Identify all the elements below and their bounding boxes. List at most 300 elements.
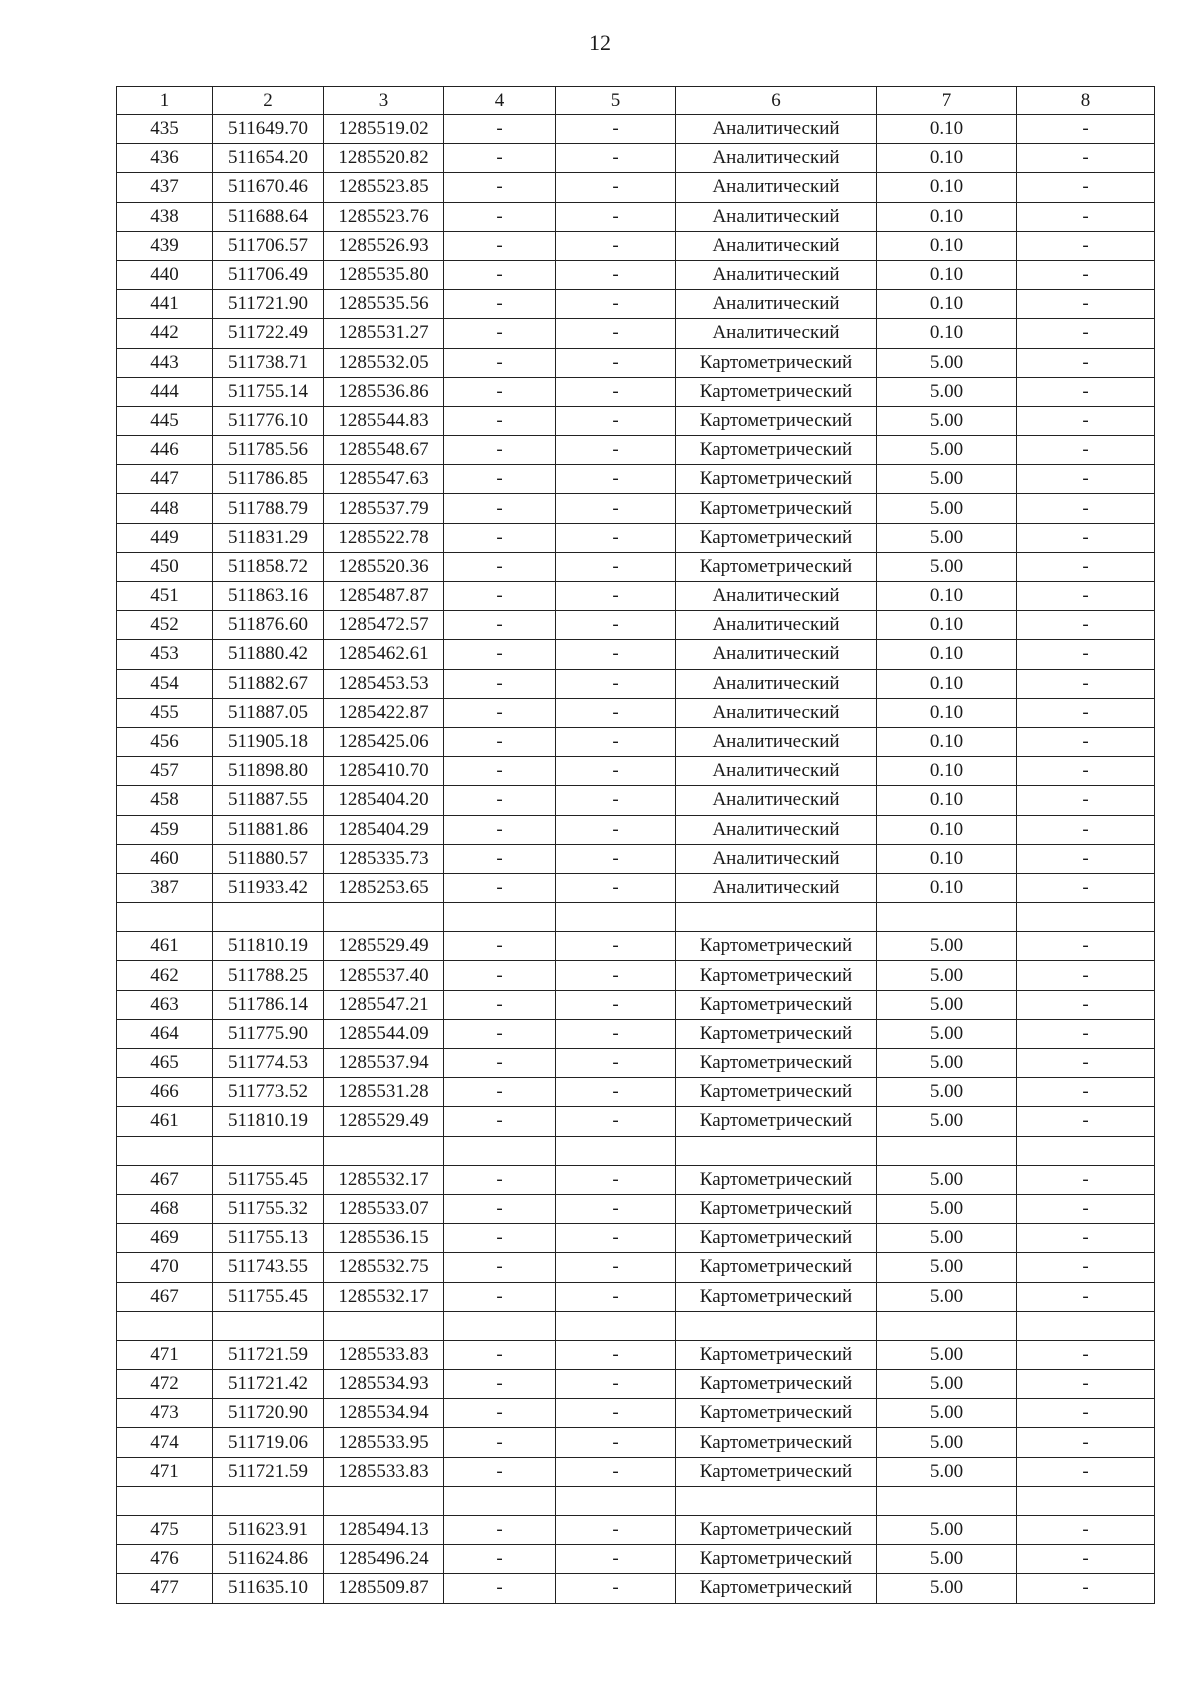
cell-y-coordinate: 1285531.28 — [324, 1078, 444, 1107]
cell-x-coordinate: 511831.29 — [213, 523, 324, 552]
cell-accuracy: 5.00 — [877, 1282, 1017, 1311]
table-row — [117, 1545, 1155, 1574]
cell-x-coordinate: 511933.42 — [213, 873, 324, 902]
cell-col-4: - — [444, 1545, 556, 1574]
cell-point-number: 467 — [117, 1282, 213, 1311]
cell-point-number: 436 — [117, 144, 213, 173]
cell-y-coordinate: 1285472.57 — [324, 611, 444, 640]
cell-col-4: - — [444, 1253, 556, 1282]
cell-col-5: - — [556, 1574, 676, 1603]
cell-col-4: - — [444, 640, 556, 669]
cell-x-coordinate: 511773.52 — [213, 1078, 324, 1107]
table-row — [117, 1457, 1155, 1486]
cell-col-8: - — [1017, 815, 1155, 844]
cell-col-8: - — [1017, 348, 1155, 377]
cell-method: Картометрический — [676, 1340, 877, 1369]
cell-accuracy: 0.10 — [877, 757, 1017, 786]
cell-point-number: 474 — [117, 1428, 213, 1457]
cell-method: Картометрический — [676, 436, 877, 465]
cell-col-4: - — [444, 290, 556, 319]
cell-y-coordinate: 1285532.17 — [324, 1282, 444, 1311]
cell-x-coordinate: 511654.20 — [213, 144, 324, 173]
cell-col-5: - — [556, 698, 676, 727]
cell-accuracy: 5.00 — [877, 932, 1017, 961]
cell-y-coordinate: 1285522.78 — [324, 523, 444, 552]
cell-x-coordinate: 511882.67 — [213, 669, 324, 698]
cell-point-number: 440 — [117, 260, 213, 289]
cell-col-5: - — [556, 1224, 676, 1253]
cell-col-5: - — [556, 961, 676, 990]
cell-col-5: - — [556, 1457, 676, 1486]
cell-col-8: - — [1017, 669, 1155, 698]
cell-col-4: - — [444, 698, 556, 727]
cell-col-5: - — [556, 1340, 676, 1369]
cell-y-coordinate: 1285422.87 — [324, 698, 444, 727]
cell-col-5: - — [556, 406, 676, 435]
cell-accuracy — [877, 1311, 1017, 1340]
cell-accuracy: 0.10 — [877, 260, 1017, 289]
cell-accuracy: 0.10 — [877, 844, 1017, 873]
cell-col-8: - — [1017, 1019, 1155, 1048]
cell-col-4: - — [444, 1019, 556, 1048]
cell-col-4: - — [444, 1282, 556, 1311]
cell-accuracy: 0.10 — [877, 231, 1017, 260]
cell-method: Картометрический — [676, 1049, 877, 1078]
cell-method: Картометрический — [676, 465, 877, 494]
table-row — [117, 669, 1155, 698]
cell-x-coordinate: 511774.53 — [213, 1049, 324, 1078]
cell-col-8: - — [1017, 582, 1155, 611]
cell-x-coordinate: 511755.45 — [213, 1165, 324, 1194]
cell-accuracy: 0.10 — [877, 611, 1017, 640]
cell-col-4 — [444, 903, 556, 932]
cell-method: Картометрический — [676, 1107, 877, 1136]
cell-col-5: - — [556, 1370, 676, 1399]
cell-col-4: - — [444, 757, 556, 786]
cell-point-number: 450 — [117, 552, 213, 581]
cell-col-5: - — [556, 873, 676, 902]
cell-y-coordinate: 1285425.06 — [324, 727, 444, 756]
cell-col-4: - — [444, 582, 556, 611]
table-separator-row — [117, 1311, 1155, 1340]
cell-x-coordinate: 511649.70 — [213, 115, 324, 144]
table-row — [117, 1165, 1155, 1194]
cell-method: Картометрический — [676, 1574, 877, 1603]
coordinates-table — [116, 86, 1155, 1604]
table-row — [117, 727, 1155, 756]
cell-point-number: 464 — [117, 1019, 213, 1048]
cell-point-number: 462 — [117, 961, 213, 990]
cell-col-4: - — [444, 611, 556, 640]
table-row — [117, 582, 1155, 611]
cell-col-8: - — [1017, 844, 1155, 873]
cell-col-5: - — [556, 348, 676, 377]
cell-y-coordinate: 1285526.93 — [324, 231, 444, 260]
cell-accuracy: 0.10 — [877, 115, 1017, 144]
cell-method: Картометрический — [676, 932, 877, 961]
cell-col-4: - — [444, 1165, 556, 1194]
cell-accuracy: 5.00 — [877, 1165, 1017, 1194]
cell-method: Картометрический — [676, 1078, 877, 1107]
cell-accuracy: 0.10 — [877, 202, 1017, 231]
header-col-4: 4 — [444, 87, 556, 115]
header-col-1: 1 — [117, 87, 213, 115]
cell-col-5: - — [556, 1165, 676, 1194]
cell-method: Аналитический — [676, 144, 877, 173]
cell-col-5: - — [556, 144, 676, 173]
cell-y-coordinate: 1285544.83 — [324, 406, 444, 435]
cell-col-4: - — [444, 231, 556, 260]
cell-col-8: - — [1017, 873, 1155, 902]
cell-accuracy: 5.00 — [877, 990, 1017, 1019]
cell-col-5: - — [556, 1253, 676, 1282]
cell-col-8: - — [1017, 1282, 1155, 1311]
cell-accuracy: 0.10 — [877, 290, 1017, 319]
cell-col-4: - — [444, 319, 556, 348]
cell-method: Картометрический — [676, 1224, 877, 1253]
cell-col-4: - — [444, 786, 556, 815]
cell-accuracy: 5.00 — [877, 348, 1017, 377]
cell-accuracy: 0.10 — [877, 669, 1017, 698]
cell-col-4: - — [444, 1574, 556, 1603]
cell-col-5: - — [556, 523, 676, 552]
cell-y-coordinate: 1285523.85 — [324, 173, 444, 202]
cell-method: Картометрический — [676, 1516, 877, 1545]
cell-accuracy: 5.00 — [877, 1253, 1017, 1282]
cell-col-5: - — [556, 115, 676, 144]
cell-col-4: - — [444, 873, 556, 902]
cell-col-4: - — [444, 815, 556, 844]
table-row — [117, 757, 1155, 786]
cell-y-coordinate: 1285537.94 — [324, 1049, 444, 1078]
cell-x-coordinate: 511876.60 — [213, 611, 324, 640]
cell-x-coordinate: 511755.14 — [213, 377, 324, 406]
table-row — [117, 1224, 1155, 1253]
cell-method: Аналитический — [676, 582, 877, 611]
cell-point-number: 468 — [117, 1194, 213, 1223]
cell-point-number: 473 — [117, 1399, 213, 1428]
table-row — [117, 494, 1155, 523]
cell-col-5: - — [556, 552, 676, 581]
cell-method: Аналитический — [676, 727, 877, 756]
cell-col-4 — [444, 1486, 556, 1515]
cell-x-coordinate — [213, 1136, 324, 1165]
header-col-6: 6 — [676, 87, 877, 115]
cell-col-4: - — [444, 844, 556, 873]
cell-accuracy: 5.00 — [877, 1574, 1017, 1603]
cell-y-coordinate: 1285532.17 — [324, 1165, 444, 1194]
cell-point-number: 443 — [117, 348, 213, 377]
cell-x-coordinate: 511887.55 — [213, 786, 324, 815]
cell-accuracy: 5.00 — [877, 1457, 1017, 1486]
table-row — [117, 1078, 1155, 1107]
cell-accuracy: 5.00 — [877, 1340, 1017, 1369]
cell-col-5: - — [556, 377, 676, 406]
cell-col-5: - — [556, 1078, 676, 1107]
table-row — [117, 173, 1155, 202]
cell-col-4: - — [444, 1340, 556, 1369]
cell-y-coordinate: 1285520.36 — [324, 552, 444, 581]
cell-x-coordinate: 511623.91 — [213, 1516, 324, 1545]
cell-col-5: - — [556, 582, 676, 611]
cell-method: Аналитический — [676, 669, 877, 698]
cell-col-8: - — [1017, 1194, 1155, 1223]
cell-accuracy: 5.00 — [877, 1370, 1017, 1399]
cell-point-number: 446 — [117, 436, 213, 465]
table-row — [117, 1253, 1155, 1282]
table-row — [117, 844, 1155, 873]
cell-method: Картометрический — [676, 494, 877, 523]
cell-point-number: 460 — [117, 844, 213, 873]
cell-point-number: 441 — [117, 290, 213, 319]
cell-method: Картометрический — [676, 552, 877, 581]
table-row — [117, 1399, 1155, 1428]
cell-x-coordinate: 511887.05 — [213, 698, 324, 727]
cell-x-coordinate: 511881.86 — [213, 815, 324, 844]
cell-col-4: - — [444, 990, 556, 1019]
cell-y-coordinate: 1285509.87 — [324, 1574, 444, 1603]
cell-col-5: - — [556, 1019, 676, 1048]
cell-point-number: 439 — [117, 231, 213, 260]
cell-point-number: 453 — [117, 640, 213, 669]
cell-point-number — [117, 1486, 213, 1515]
cell-method: Аналитический — [676, 173, 877, 202]
table-row — [117, 523, 1155, 552]
cell-point-number: 449 — [117, 523, 213, 552]
cell-accuracy: 5.00 — [877, 377, 1017, 406]
cell-y-coordinate: 1285547.63 — [324, 465, 444, 494]
cell-col-4: - — [444, 115, 556, 144]
cell-col-8: - — [1017, 1224, 1155, 1253]
table-row — [117, 319, 1155, 348]
cell-x-coordinate: 511810.19 — [213, 932, 324, 961]
cell-x-coordinate: 511858.72 — [213, 552, 324, 581]
table-row — [117, 1428, 1155, 1457]
cell-x-coordinate: 511755.45 — [213, 1282, 324, 1311]
cell-accuracy: 5.00 — [877, 1516, 1017, 1545]
cell-y-coordinate: 1285519.02 — [324, 115, 444, 144]
cell-col-4: - — [444, 1428, 556, 1457]
cell-method: Аналитический — [676, 611, 877, 640]
cell-x-coordinate: 511688.64 — [213, 202, 324, 231]
cell-col-5: - — [556, 727, 676, 756]
cell-point-number: 455 — [117, 698, 213, 727]
cell-col-8: - — [1017, 1516, 1155, 1545]
cell-accuracy: 5.00 — [877, 1224, 1017, 1253]
cell-col-4: - — [444, 1078, 556, 1107]
cell-col-4: - — [444, 523, 556, 552]
cell-point-number: 466 — [117, 1078, 213, 1107]
cell-col-8 — [1017, 1311, 1155, 1340]
cell-x-coordinate: 511755.32 — [213, 1194, 324, 1223]
cell-y-coordinate: 1285537.79 — [324, 494, 444, 523]
table-row — [117, 961, 1155, 990]
cell-x-coordinate: 511635.10 — [213, 1574, 324, 1603]
cell-y-coordinate: 1285547.21 — [324, 990, 444, 1019]
table-row — [117, 1340, 1155, 1369]
cell-col-8: - — [1017, 377, 1155, 406]
cell-col-4: - — [444, 348, 556, 377]
cell-point-number: 448 — [117, 494, 213, 523]
table-row — [117, 1574, 1155, 1603]
cell-point-number: 445 — [117, 406, 213, 435]
cell-x-coordinate: 511721.90 — [213, 290, 324, 319]
table-row — [117, 990, 1155, 1019]
cell-x-coordinate — [213, 1311, 324, 1340]
table-separator-row — [117, 1486, 1155, 1515]
cell-accuracy: 0.10 — [877, 727, 1017, 756]
cell-col-8: - — [1017, 1545, 1155, 1574]
cell-col-8: - — [1017, 1340, 1155, 1369]
cell-y-coordinate: 1285404.20 — [324, 786, 444, 815]
cell-y-coordinate: 1285462.61 — [324, 640, 444, 669]
cell-method: Аналитический — [676, 757, 877, 786]
cell-col-8: - — [1017, 1049, 1155, 1078]
cell-y-coordinate: 1285537.40 — [324, 961, 444, 990]
cell-x-coordinate: 511706.57 — [213, 231, 324, 260]
cell-accuracy: 5.00 — [877, 1049, 1017, 1078]
header-col-7: 7 — [877, 87, 1017, 115]
cell-method: Аналитический — [676, 290, 877, 319]
header-col-8: 8 — [1017, 87, 1155, 115]
cell-col-5: - — [556, 173, 676, 202]
table-row — [117, 1019, 1155, 1048]
cell-col-4: - — [444, 1224, 556, 1253]
cell-col-5: - — [556, 1194, 676, 1223]
cell-method — [676, 903, 877, 932]
cell-col-8: - — [1017, 144, 1155, 173]
header-row — [117, 87, 1155, 115]
cell-col-5: - — [556, 202, 676, 231]
cell-col-4: - — [444, 1516, 556, 1545]
table-row — [117, 873, 1155, 902]
cell-method: Аналитический — [676, 115, 877, 144]
cell-col-8: - — [1017, 611, 1155, 640]
cell-accuracy: 5.00 — [877, 1194, 1017, 1223]
cell-accuracy — [877, 903, 1017, 932]
cell-col-4: - — [444, 465, 556, 494]
cell-accuracy: 5.00 — [877, 961, 1017, 990]
table-row — [117, 465, 1155, 494]
cell-y-coordinate — [324, 903, 444, 932]
cell-method: Картометрический — [676, 1370, 877, 1399]
cell-accuracy: 0.10 — [877, 144, 1017, 173]
table-row — [117, 260, 1155, 289]
cell-method — [676, 1486, 877, 1515]
cell-accuracy: 0.10 — [877, 582, 1017, 611]
cell-col-8: - — [1017, 1370, 1155, 1399]
cell-x-coordinate: 511755.13 — [213, 1224, 324, 1253]
cell-x-coordinate: 511721.59 — [213, 1457, 324, 1486]
cell-accuracy: 0.10 — [877, 786, 1017, 815]
cell-col-4: - — [444, 406, 556, 435]
cell-col-5: - — [556, 640, 676, 669]
cell-point-number: 470 — [117, 1253, 213, 1282]
cell-y-coordinate: 1285536.15 — [324, 1224, 444, 1253]
cell-method: Аналитический — [676, 260, 877, 289]
cell-accuracy: 5.00 — [877, 406, 1017, 435]
cell-y-coordinate: 1285531.27 — [324, 319, 444, 348]
table-row — [117, 1516, 1155, 1545]
cell-y-coordinate: 1285253.65 — [324, 873, 444, 902]
cell-col-5: - — [556, 1049, 676, 1078]
cell-accuracy: 5.00 — [877, 1545, 1017, 1574]
cell-col-8: - — [1017, 552, 1155, 581]
cell-col-5: - — [556, 1399, 676, 1428]
cell-col-5 — [556, 1136, 676, 1165]
cell-point-number: 476 — [117, 1545, 213, 1574]
cell-y-coordinate: 1285404.29 — [324, 815, 444, 844]
cell-col-5: - — [556, 494, 676, 523]
cell-col-5: - — [556, 932, 676, 961]
cell-accuracy: 5.00 — [877, 1428, 1017, 1457]
cell-y-coordinate: 1285535.56 — [324, 290, 444, 319]
cell-col-8: - — [1017, 436, 1155, 465]
cell-y-coordinate: 1285534.94 — [324, 1399, 444, 1428]
cell-col-5: - — [556, 669, 676, 698]
cell-col-8: - — [1017, 1253, 1155, 1282]
cell-y-coordinate: 1285529.49 — [324, 932, 444, 961]
cell-accuracy: 0.10 — [877, 319, 1017, 348]
cell-y-coordinate: 1285533.95 — [324, 1428, 444, 1457]
cell-x-coordinate: 511624.86 — [213, 1545, 324, 1574]
header-col-3: 3 — [324, 87, 444, 115]
cell-y-coordinate: 1285487.87 — [324, 582, 444, 611]
cell-col-5: - — [556, 290, 676, 319]
cell-accuracy: 5.00 — [877, 1078, 1017, 1107]
cell-y-coordinate: 1285410.70 — [324, 757, 444, 786]
cell-x-coordinate: 511720.90 — [213, 1399, 324, 1428]
cell-y-coordinate: 1285533.83 — [324, 1457, 444, 1486]
table-row — [117, 611, 1155, 640]
cell-col-4 — [444, 1136, 556, 1165]
cell-method: Картометрический — [676, 1253, 877, 1282]
cell-col-5: - — [556, 786, 676, 815]
cell-method: Картометрический — [676, 961, 877, 990]
table-row — [117, 552, 1155, 581]
cell-accuracy: 0.10 — [877, 640, 1017, 669]
cell-col-8: - — [1017, 786, 1155, 815]
table-row — [117, 348, 1155, 377]
cell-point-number: 469 — [117, 1224, 213, 1253]
cell-point-number: 458 — [117, 786, 213, 815]
cell-point-number: 444 — [117, 377, 213, 406]
cell-accuracy — [877, 1136, 1017, 1165]
cell-col-8: - — [1017, 523, 1155, 552]
cell-col-8: - — [1017, 465, 1155, 494]
header-col-2: 2 — [213, 87, 324, 115]
cell-point-number: 438 — [117, 202, 213, 231]
cell-y-coordinate: 1285534.93 — [324, 1370, 444, 1399]
cell-accuracy: 5.00 — [877, 465, 1017, 494]
cell-point-number: 467 — [117, 1165, 213, 1194]
cell-col-5: - — [556, 260, 676, 289]
cell-point-number: 465 — [117, 1049, 213, 1078]
cell-y-coordinate: 1285335.73 — [324, 844, 444, 873]
table-row — [117, 1370, 1155, 1399]
page-number: 12 — [589, 30, 611, 55]
cell-col-8: - — [1017, 990, 1155, 1019]
cell-y-coordinate: 1285532.05 — [324, 348, 444, 377]
cell-col-4: - — [444, 494, 556, 523]
cell-y-coordinate — [324, 1486, 444, 1515]
table-row — [117, 1107, 1155, 1136]
table-row — [117, 786, 1155, 815]
cell-col-4: - — [444, 552, 556, 581]
cell-x-coordinate: 511905.18 — [213, 727, 324, 756]
cell-col-5: - — [556, 844, 676, 873]
cell-x-coordinate: 511786.85 — [213, 465, 324, 494]
